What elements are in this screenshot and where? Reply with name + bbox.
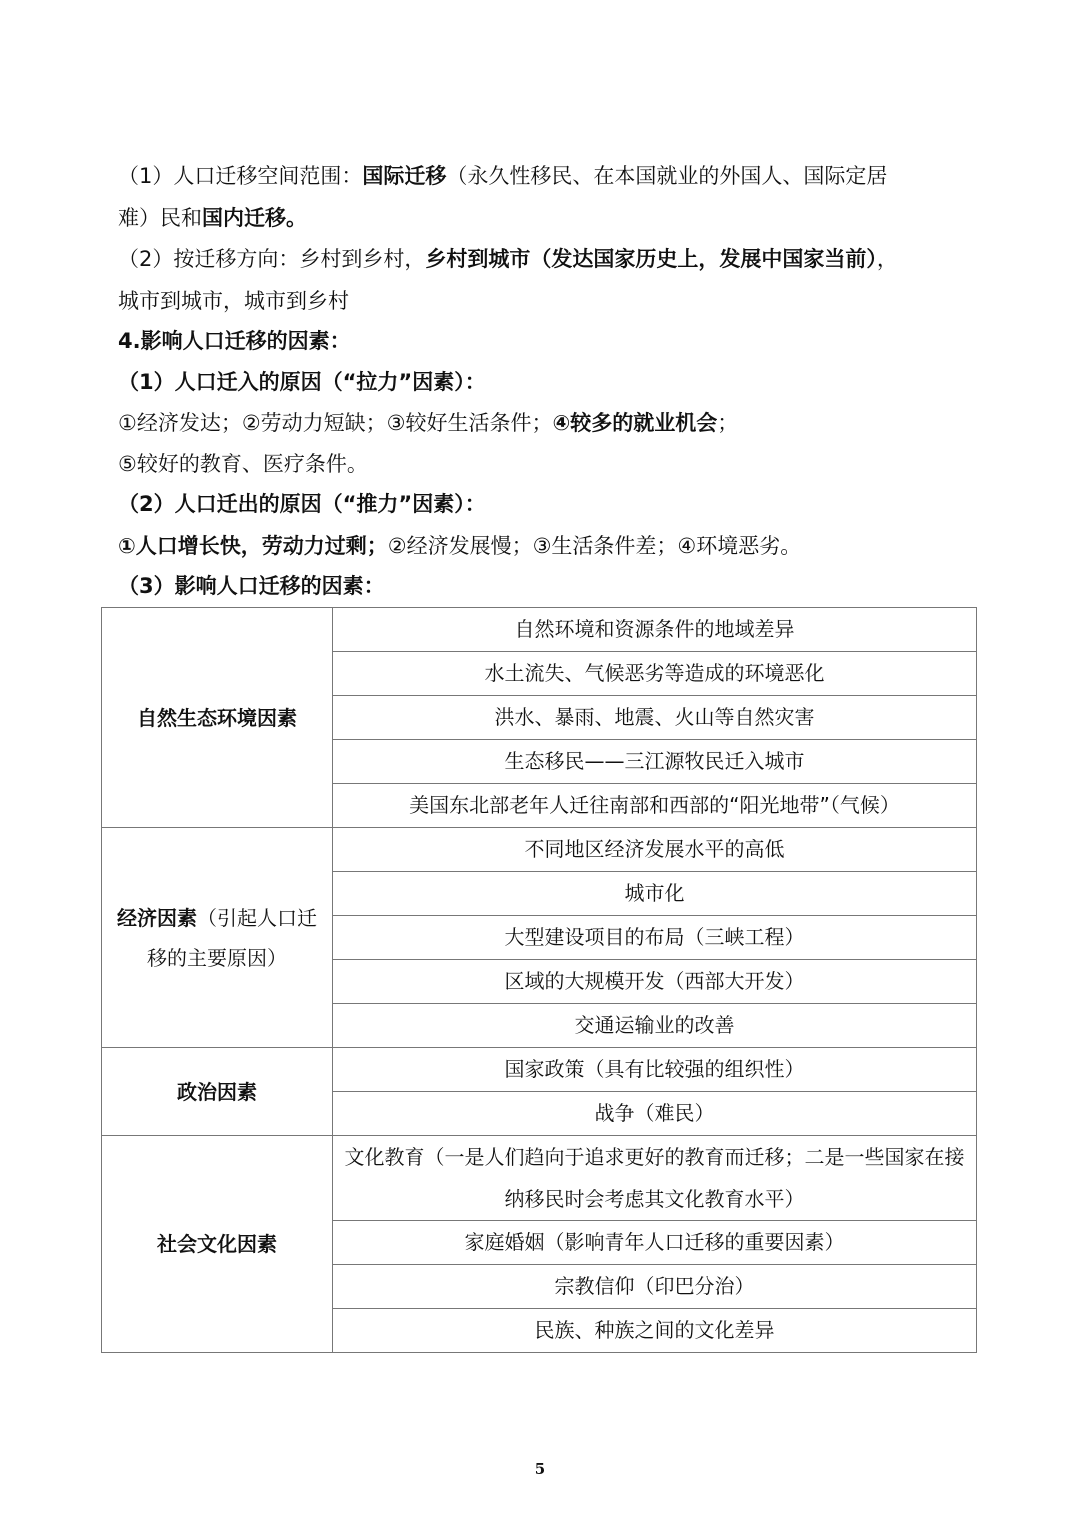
table-cell: 生态移民——三江源牧民迁入城市	[333, 740, 977, 784]
page-number: 5	[534, 1460, 546, 1478]
table-cell: 国家政策（具有比较强的组织性）	[333, 1048, 977, 1092]
table-cell: 家庭婚姻（影响青年人口迁移的重要因素）	[333, 1221, 977, 1265]
direction-line: （2）按迁移方向：乡村到乡村，乡村到城市（发达国家历史上，发展中国家当前），	[118, 247, 898, 271]
direction-line-cont: 城市到城市，城市到乡村	[118, 289, 349, 313]
table-cell: 民族、种族之间的文化差异	[333, 1309, 977, 1353]
factors-table-heading: （3）影响人口迁移的因素：	[118, 574, 385, 598]
table-cell: 大型建设项目的布局（三峡工程）	[333, 916, 977, 960]
table-row	[102, 1136, 977, 1221]
table-cell: 城市化	[333, 872, 977, 916]
political-factor-label: 政治因素	[102, 1048, 333, 1136]
international-migration-term: 国际迁移	[362, 164, 447, 188]
more-jobs-item: ④较多的就业机会	[552, 411, 718, 435]
table-cell: 文化教育（一是人们趋向于追求更好的教育而迁移；二是一些国家在接纳移民时会考虑其文化教育水平）	[333, 1136, 977, 1221]
table-cell: 交通运输业的改善	[333, 1004, 977, 1048]
domestic-migration-term: 国内迁移。	[202, 206, 307, 230]
table-cell: 宗教信仰（印巴分治）	[333, 1265, 977, 1309]
table-cell: 区域的大规模开发（西部大开发）	[333, 960, 977, 1004]
table-cell: 洪水、暴雨、地震、火山等自然灾害	[333, 696, 977, 740]
economic-factor-label: 经济因素（引起人口迁移的主要原因）	[102, 828, 333, 1048]
table-cell: 战争（难民）	[333, 1092, 977, 1136]
pull-factors-list-cont: ⑤较好的教育、医疗条件。	[118, 452, 368, 476]
section-4-heading: 4.影响人口迁移的因素：	[118, 329, 351, 353]
table-row	[102, 1048, 977, 1092]
spatial-range-line: （1）人口迁移空间范围：国际迁移（永久性移民、在本国就业的外国人、国际定居	[118, 164, 888, 188]
natural-factor-label: 自然生态环境因素	[102, 608, 333, 828]
table-cell: 美国东北部老年人迁往南部和西部的“阳光地带”（气候）	[333, 784, 977, 828]
table-row	[102, 608, 977, 652]
migration-factors-table	[101, 607, 977, 1353]
pull-factors-list: ①经济发达；②劳动力短缺；③较好生活条件；④较多的就业机会；	[118, 411, 739, 435]
pull-factors-heading: （1）人口迁入的原因（“拉力”因素）：	[118, 370, 486, 394]
table-cell: 自然环境和资源条件的地域差异	[333, 608, 977, 652]
table-row	[102, 828, 977, 872]
push-factors-heading: （2）人口迁出的原因（“推力”因素）：	[118, 492, 486, 516]
fast-growth-item: ①人口增长快，劳动力过剩；	[118, 534, 388, 558]
spatial-range-line-cont: 难）民和国内迁移。	[118, 206, 307, 230]
social-factor-label: 社会文化因素	[102, 1136, 333, 1353]
push-factors-list: ①人口增长快，劳动力过剩；②经济发展慢；③生活条件差；④环境恶劣。	[118, 534, 802, 558]
rural-to-urban-term: 乡村到城市（发达国家历史上，发展中国家当前）	[425, 247, 877, 271]
table-cell: 水土流失、气候恶劣等造成的环境恶化	[333, 652, 977, 696]
table-cell: 不同地区经济发展水平的高低	[333, 828, 977, 872]
